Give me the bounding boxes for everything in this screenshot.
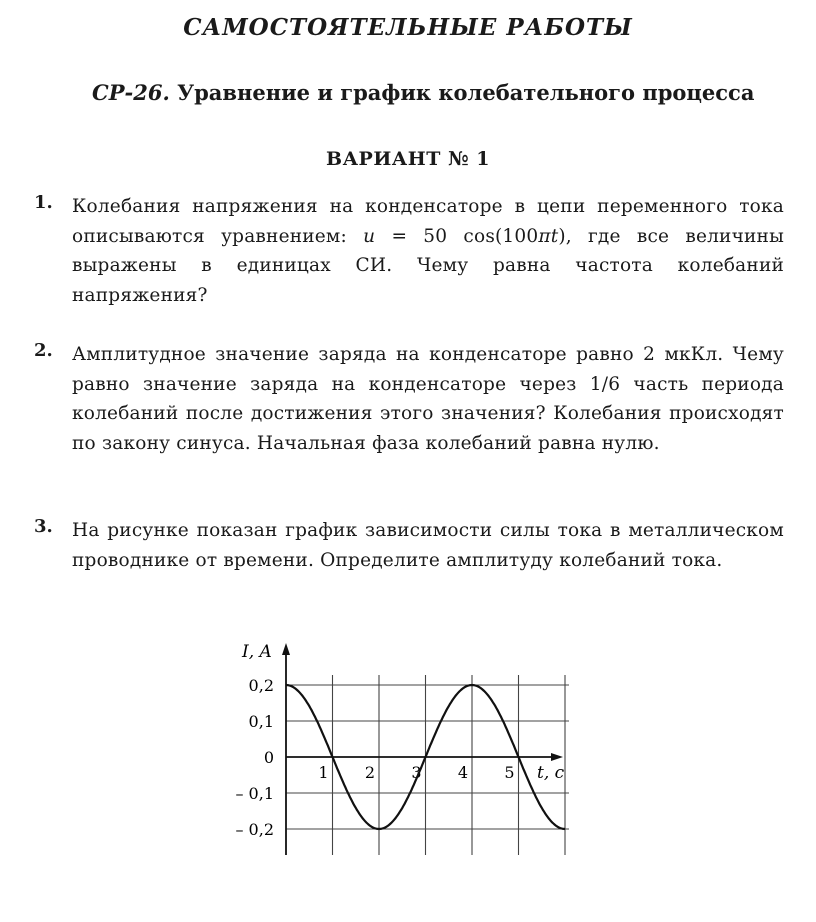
current-time-chart	[0, 620, 816, 880]
work-title-text: Уравнение и график колебательного процесса	[177, 80, 755, 105]
x-tick-label: 5	[504, 763, 515, 782]
problem-2	[34, 340, 784, 458]
x-tick-label: 2	[364, 763, 375, 782]
problem-number: 1.	[34, 192, 53, 213]
y-tick-label: 0	[263, 748, 274, 767]
y-tick-label: – 0,1	[235, 784, 274, 803]
problem-text-before: Колебания напряжения на конденсаторе в цепи переменного тока описываются уравнением:	[72, 196, 784, 247]
work-code: СР-26.	[92, 80, 170, 105]
equation-var: u	[363, 225, 376, 247]
problem-text	[72, 192, 784, 310]
y-tick-label: 0,1	[248, 712, 274, 731]
work-title	[92, 80, 754, 105]
section-header: САМОСТОЯТЕЛЬНЫЕ РАБОТЫ	[183, 14, 633, 41]
problem-text: На рисунке показан график зависимости силы тока в металлическом проводнике от времени. Определите амплитуду колебаний тока.	[72, 520, 784, 571]
x-axis-arrow	[551, 753, 563, 761]
problem-1	[34, 192, 784, 310]
equation-rest-a: = 50 cos(100	[375, 225, 539, 247]
y-tick-label: – 0,2	[235, 820, 274, 839]
x-tick-label: 1	[318, 763, 329, 782]
problem-text: Амплитудное значение заряда на конденсаторе равно 2 мкКл. Чему равно значение заряда на конденсаторе через 1/6 часть периода колебаний после достижения этого значения? Колебания происходят по закону синуса. Начальная фаза колебаний равна нулю.	[72, 344, 784, 454]
problem-number: 2.	[34, 340, 53, 361]
equation	[363, 226, 566, 247]
equation-pi: π	[538, 225, 551, 247]
y-axis-arrow	[282, 643, 290, 655]
x-tick-label: 3	[411, 763, 422, 782]
x-axis-label: t, c	[537, 763, 565, 783]
problem-3	[34, 516, 784, 575]
variant-label: ВАРИАНТ № 1	[326, 148, 490, 170]
x-tick-label: 4	[457, 763, 468, 782]
problem-number: 3.	[34, 516, 53, 537]
chart-axes	[282, 643, 563, 855]
y-axis-label: I, A	[242, 642, 272, 662]
problem-text-after: , где все величины выражены в единицах СИ. Чему равна частота колебаний напряжения?	[72, 225, 784, 306]
equation-t: t	[550, 225, 559, 247]
y-tick-label: 0,2	[248, 676, 274, 695]
equation-rest-b: )	[558, 225, 566, 247]
